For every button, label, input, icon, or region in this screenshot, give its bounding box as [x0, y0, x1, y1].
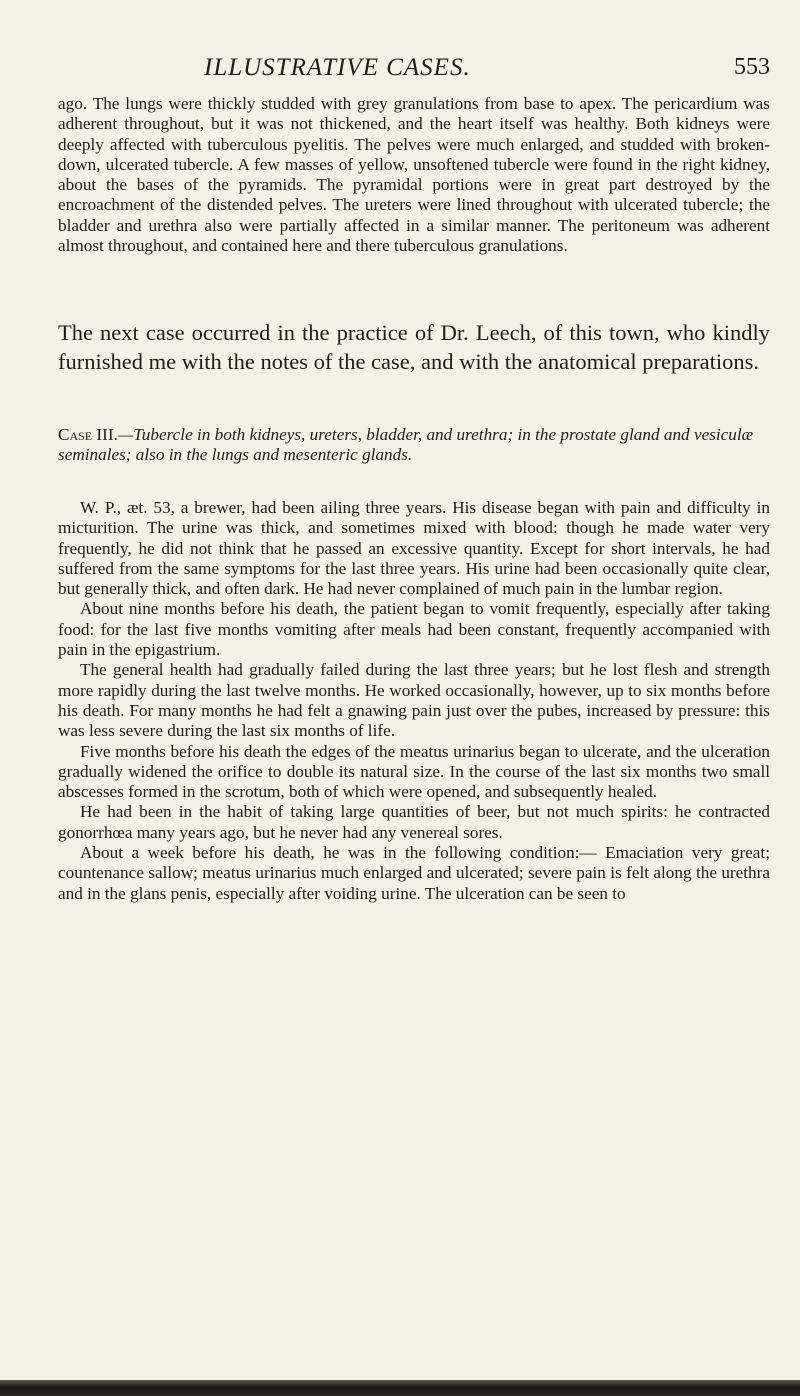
book-page	[58, 0, 770, 1396]
case-body	[58, 498, 770, 904]
intro-paragraph: The next case occurred in the practice of Dr. Leech, of this town, who kindly furnished me with the notes of the case, and with the anatomical preparations.	[58, 320, 770, 374]
case-paragraph: About a week before his death, he was in the following condition:— Emaciation very great; countenance sallow; meatus urinarius much enlarged and ulcerated; severe pain is felt along the urethra and in the glans penis, especially after voiding urine. The ulceration can be seen to	[58, 843, 770, 903]
case-paragraph: About nine months before his death, the patient began to vomit frequently, especially after taking food: for the last five months vomiting after meals had been constant, frequently accompanied with pain in the epigastrium.	[58, 599, 770, 660]
scan-edge-band	[0, 1380, 800, 1396]
running-head	[58, 54, 770, 84]
case-paragraph: He had been in the habit of taking large quantities of beer, but not much spirits: he contracted gonorrhœa many years ago, but he never had any venereal sores.	[58, 802, 770, 842]
page-number: 553	[734, 54, 770, 80]
running-title: ILLUSTRATIVE CASES.	[204, 54, 471, 81]
case-label: Case III.	[58, 425, 118, 444]
case-paragraph: Five months before his death the edges of the meatus urinarius began to ulcerate, and the ulceration gradually widened the orifice to double its natural size. In the course of the last six months two small abscesses formed in the scrotum, both of which were opened, and subsequently healed.	[58, 741, 770, 802]
continuation-paragraph: ago. The lungs were thickly studded with grey granulations from base to apex. The pericardium was adherent throughout, but it was not thickened, and the heart itself was healthy. Both kidneys were deeply affected with tuberculous pyelitis. The pelves were much enlarged, and studded with broken-down, ulcerated tubercle. A few masses of yellow, unsoftened tubercle were found in the right kidney, about the bases of the pyramids. The pyramidal portions were in great part destroyed by the encroachment of the distended pelves. The ureters were lined throughout with ulcerated tubercle; the bladder and urethra also were partially affected in a similar manner. The peritoneum was adherent almost throughout, and contained here and there tuberculous granulations.	[58, 94, 770, 256]
case-heading	[58, 425, 770, 466]
case-title: —Tubercle in both kidneys, ureters, bladder, and urethra; in the prostate gland and vesiculæ seminales; also in the lungs and mesenteric glands.	[58, 425, 754, 465]
case-paragraph: The general health had gradually failed during the last three years; but he lost flesh and strength more rapidly during the last twelve months. He worked occasionally, however, up to six months before his death. For many months he had felt a gnawing pain just over the pubes, increased by pressure: this was less severe during the last six months of life.	[58, 660, 770, 741]
case-paragraph: W. P., æt. 53, a brewer, had been ailing three years. His disease began with pain and difficulty in micturition. The urine was thick, and sometimes mixed with blood: though he made water very frequently, he did not think that he passed an excessive quantity. Except for short intervals, he had suffered from the same symptoms for the last three years. His urine had been occasionally quite clear, but generally thick, and often dark. He had never complained of much pain in the lumbar region.	[58, 498, 770, 599]
